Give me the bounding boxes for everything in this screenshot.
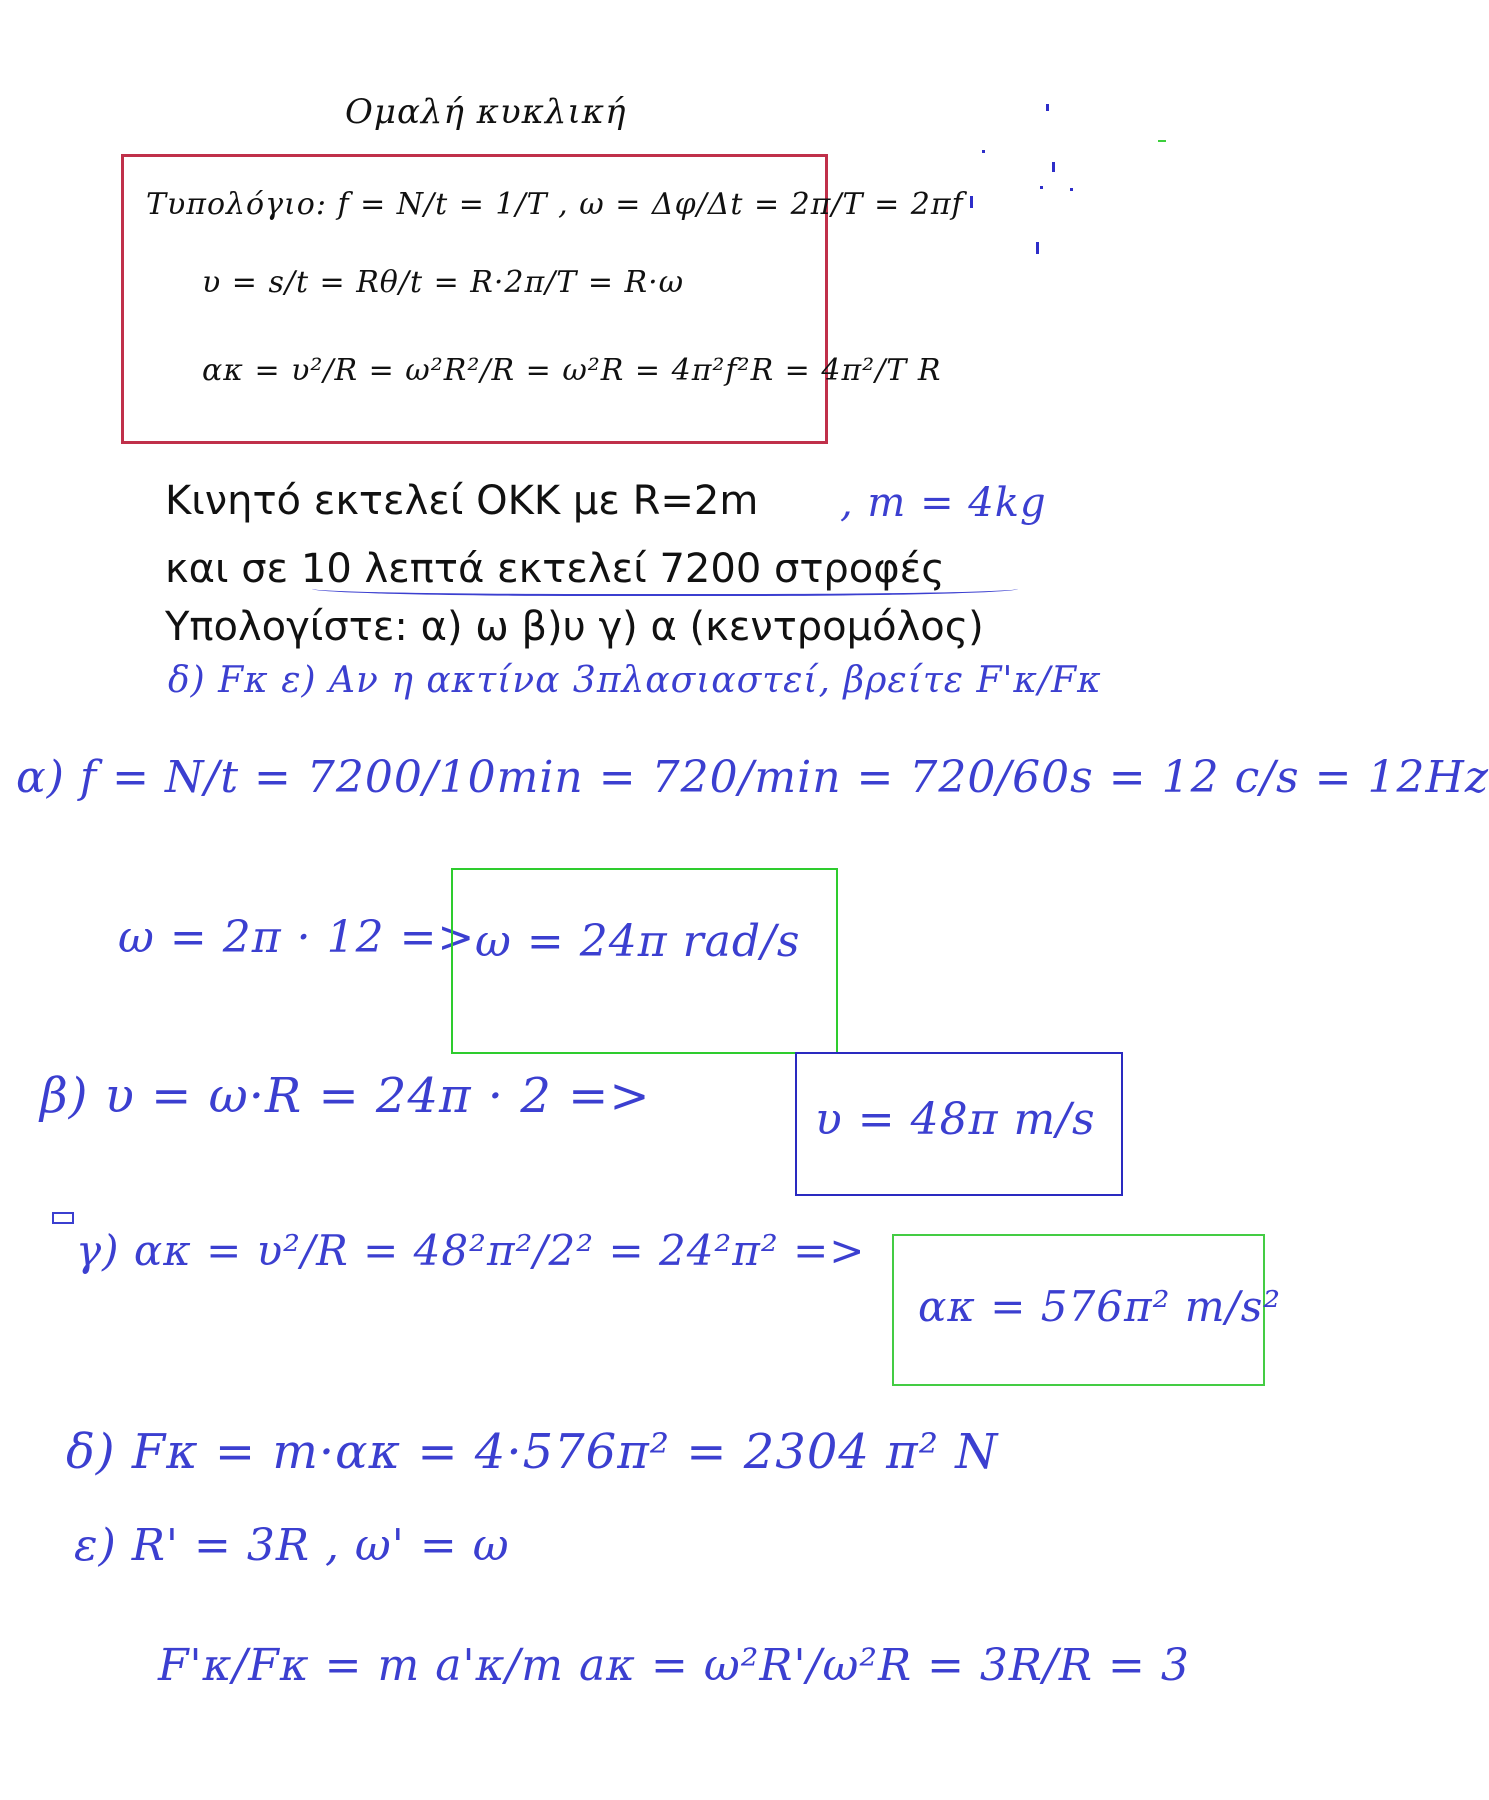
problem-line-1: Κινητό εκτελεί ΟΚΚ με R=2m [165, 478, 759, 524]
result-box-b [795, 1052, 1123, 1196]
solution-a-frequency: α) f = N/t = 7200/10min = 720/min = 720/60s = 12 c/s = 12Hz [16, 752, 1489, 803]
problem-line-2: και σε 10 λεπτά εκτελεί 7200 στροφές [165, 546, 945, 592]
pen-mark [1070, 188, 1073, 191]
problem-line-3: Υπολογίστε: α) ω β)υ γ) α (κεντρομόλος) [165, 604, 984, 650]
result-a-omega: ω = 24π rad/s [475, 916, 801, 967]
pen-mark [1036, 242, 1039, 254]
solution-b-velocity-calc: β) υ = ω·R = 24π · 2 => [40, 1068, 651, 1124]
pen-mark [1158, 140, 1166, 142]
underline-mark [312, 578, 1018, 596]
result-b-velocity: υ = 48π m/s [815, 1094, 1096, 1145]
solution-d-force: δ) Fκ = m·ακ = 4·576π² = 2304 π² N [66, 1424, 999, 1480]
pen-mark [1040, 186, 1043, 189]
solution-e-given: ε) R' = 3R , ω' = ω [74, 1520, 510, 1571]
result-c-accel: ακ = 576π² m/s² [918, 1282, 1282, 1331]
pen-mark [970, 196, 973, 208]
formula-line-2: υ = s/t = Rθ/t = R·2π/T = R·ω [202, 265, 685, 300]
solution-e-ratio: F'κ/Fκ = m a'κ/m aκ = ω²R'/ω²R = 3R/R = 3 [158, 1640, 1190, 1691]
solution-a-omega-calc: ω = 2π · 12 => [118, 912, 476, 963]
formula-box [121, 154, 964, 444]
pen-mark [982, 150, 985, 153]
solution-c-accel-calc: γ) ακ = υ²/R = 48²π²/2² = 24²π² => [76, 1226, 866, 1275]
header-title: Ομαλή κυκλική [345, 92, 627, 132]
pen-mark [1052, 162, 1055, 172]
result-box-a [451, 868, 838, 1054]
problem-note-mass: , m = 4kg [840, 480, 1047, 526]
formula-line-1: Τυπολόγιο: f = N/t = 1/T , ω = Δφ/Δt = 2π/T = 2πf [146, 187, 964, 222]
formula-line-3: ακ = υ²/R = ω²R²/R = ω²R = 4π²f²R = 4π²/T R [202, 353, 942, 388]
result-box-c [892, 1234, 1282, 1386]
problem-note-extra: δ) Fκ ε) Αν η ακτίνα 3πλασιαστεί, βρείτε F'κ/Fκ [168, 660, 1102, 701]
pen-mark [52, 1212, 74, 1224]
pen-mark [1046, 104, 1049, 111]
